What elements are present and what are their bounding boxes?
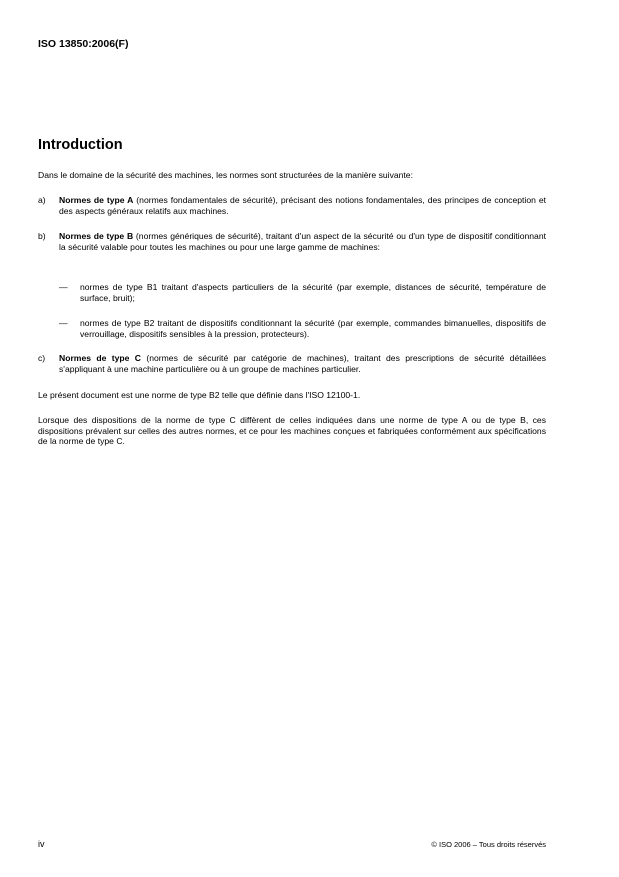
list-item-term: Normes de type A (59, 195, 134, 205)
dash-bullet: — (59, 282, 68, 292)
document-id: ISO 13850:2006(F) (38, 38, 129, 50)
list-item-text: (normes de sécurité par catégorie de machines), traitant des prescriptions de sécurité détaillées s'appliquant à une machine particulière ou à un groupe de machines particulier. (59, 353, 546, 374)
page-number: iv (38, 839, 45, 849)
list-item-label: c) (38, 353, 46, 363)
list-item-label: b) (38, 231, 46, 241)
sub-item-text: normes de type B1 traitant d'aspects particuliers de la sécurité (par exemple, distances de sécurité, température de surface, bruit); (80, 282, 546, 303)
section-title: Introduction (38, 137, 123, 153)
sub-item-b1 (59, 282, 546, 303)
dash-bullet: — (59, 318, 68, 328)
intro-paragraph: Dans le domaine de la sécurité des machines, les normes sont structurées de la manière suivante: (38, 170, 413, 180)
copyright-notice: © ISO 2006 – Tous droits réservés (431, 840, 546, 849)
sub-item-b2 (59, 318, 546, 339)
list-item-text: (normes génériques de sécurité), traitant d'un aspect de la sécurité ou d'un type de dispositif conditionnant la sécurité valable pour toutes les machines ou pour une large gamme de machines: (59, 231, 546, 252)
list-item-b (38, 231, 546, 252)
list-item-c (38, 353, 546, 374)
list-item-term: Normes de type C (59, 353, 141, 363)
list-item-label: a) (38, 195, 46, 205)
type-b2-paragraph: Le présent document est une norme de type B2 telle que définie dans l'ISO 12100-1. (38, 390, 361, 400)
sub-item-text: normes de type B2 traitant de dispositifs conditionnant la sécurité (par exemple, commandes bimanuelles, dispositifs de verrouillage, dispositifs sensibles à la pression, protecteurs). (80, 318, 546, 339)
type-c-paragraph: Lorsque des dispositions de la norme de type C diffèrent de celles indiquées dans une norme de type A ou de type B, ces dispositions prévalent sur celles des autres normes, et ce pour les machines conçues et fabriquées conformément aux spécifications de la norme de type C. (38, 415, 546, 447)
list-item-text: (normes fondamentales de sécurité), précisant des notions fondamentales, des principes de conception et des aspects généraux relatifs aux machines. (59, 195, 546, 216)
list-item-a (38, 195, 546, 216)
list-item-term: Normes de type B (59, 231, 134, 241)
